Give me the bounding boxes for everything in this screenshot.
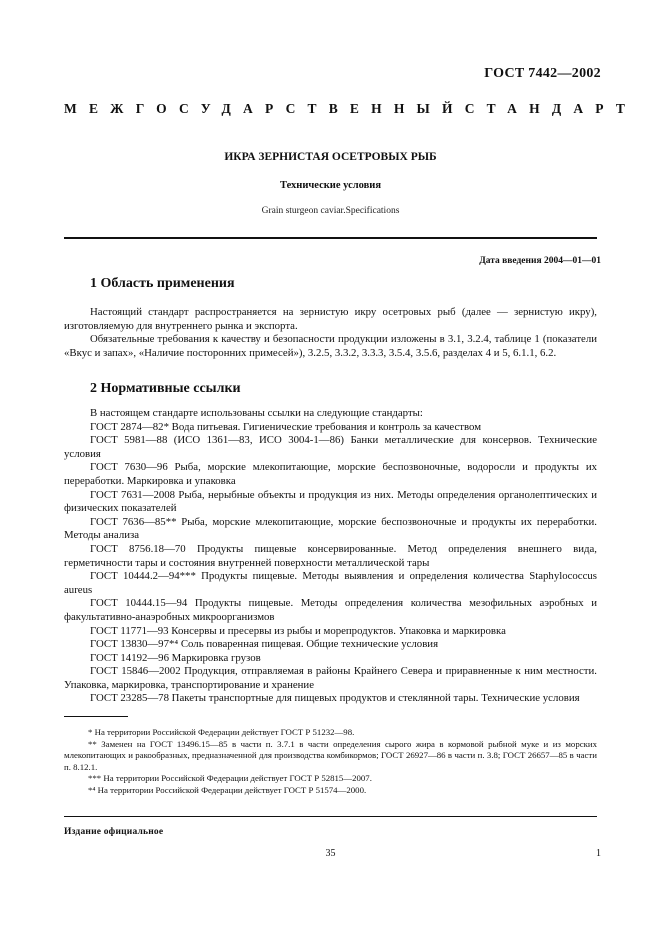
reference-item: ГОСТ 7636—85** Рыба, морские млекопитающие, морские беспозвоночные и продукты их переработки. Методы анализа — [64, 515, 597, 542]
footnote: *⁴ На территории Российской Федерации действует ГОСТ Р 51574—2000. — [88, 784, 367, 795]
paragraph: Настоящий стандарт распространяется на зернистую икру осетровых рыб (далее — зернистую икру), изготовляемую для внутреннего рынка и экспорта. — [64, 306, 597, 332]
footnotes — [64, 727, 597, 797]
banner-word-interstate: МЕЖГОСУДАРСТВЕННЫЙ — [64, 101, 465, 116]
document-title: ИКРА ЗЕРНИСТАЯ ОСЕТРОВЫХ РЫБ — [224, 151, 437, 163]
footnote: *** На территории Российской Федерации действует ГОСТ Р 52815—2007. — [88, 773, 372, 784]
edition-label: Издание официальное — [64, 827, 164, 837]
reference-item: ГОСТ 13830—97*⁴ Соль поваренная пищевая. Общие технические условия — [90, 638, 439, 651]
document-subtitle: Технические условия — [279, 180, 382, 191]
section-1-body — [64, 306, 597, 360]
header-divider — [64, 237, 597, 239]
footer-divider — [64, 816, 597, 817]
reference-item: ГОСТ 15846—2002 Продукция, отправляемая в районы Крайнего Севера и приравненные к ним местности. Упаковка, маркировка, транспортирование и хранение — [64, 665, 597, 691]
paragraph: Обязательные требования к качеству и безопасности продукции изложены в 3.1, 3.2.4, таблице 1 (показатели «Вкус и запах», «Наличие посторонних примесей»), 3.2.5, 3.3.2, 3.3.3, 3.5.4, 3.5.6, разделах 4 и 5, 6.1.1, 6.2. — [64, 333, 597, 359]
footnote-divider — [64, 716, 128, 717]
reference-item: ГОСТ 7630—96 Рыба, морские млекопитающие, морские беспозвоночные, водоросли и продукты их переработки. Маркировка и упаковка — [64, 461, 597, 487]
references-intro: В настоящем стандарте использованы ссылки на следующие стандарты: — [90, 407, 423, 419]
sheet-number: 1 — [596, 848, 601, 859]
reference-item: ГОСТ 5981—88 (ИСО 1361—83, ИСО 3004-1—86) Банки металлические для консервов. Технические условия — [64, 434, 597, 460]
reference-item: ГОСТ 10444.15—94 Продукты пищевые. Методы определения количества мезофильных аэробных и факультативно-анаэробных микроорганизмов — [64, 597, 597, 623]
reference-item: ГОСТ 2874—82* Вода питьевая. Гигиенические требования и контроль за качеством — [90, 420, 482, 433]
section-2-heading: 2 Нормативные ссылки — [90, 381, 241, 396]
references-list — [64, 407, 597, 706]
document-code: ГОСТ 7442—2002 — [484, 66, 601, 81]
standard-type-banner — [64, 101, 638, 117]
reference-item: ГОСТ 7631—2008 Рыба, нерыбные объекты и продукция из них. Методы определения органолептических и физических показателей — [64, 488, 597, 515]
reference-item: ГОСТ 8756.18—70 Продукты пищевые консервированные. Метод определения внешнего вида, герметичности тары и состояния внутренней поверхности металлической тары — [64, 542, 597, 569]
footnote: ** Заменен на ГОСТ 13496.15—85 в части п. 3.7.1 в части определения сырого жира в кормовой рыбной муке и из морских млекопитающих и ракообразных, предназначенной для производства комбикормов; ГОСТ 26927—86 в части п. 3.8; ГОСТ 26657—85 в части п. 8.12.1. — [64, 738, 597, 772]
banner-word-standard: СТАНДАРТ — [464, 101, 638, 116]
english-title: Grain sturgeon caviar.Specifications — [261, 206, 400, 216]
reference-item: ГОСТ 14192—96 Маркировка грузов — [90, 651, 261, 664]
reference-item: ГОСТ 23285—78 Пакеты транспортные для пищевых продуктов и стеклянной тары. Технические условия — [90, 692, 580, 705]
section-1-heading: 1 Область применения — [90, 276, 235, 291]
page-number: 35 — [325, 848, 336, 859]
footnote: * На территории Российской Федерации действует ГОСТ Р 51232—98. — [88, 727, 355, 737]
intro-date: Дата введения 2004—01—01 — [479, 256, 601, 266]
reference-item: ГОСТ 11771—93 Консервы и пресервы из рыбы и морепродуктов. Упаковка и маркировка — [90, 624, 506, 637]
reference-item: ГОСТ 10444.2—94*** Продукты пищевые. Методы выявления и определения количества Staphylococcus aureus — [64, 570, 597, 596]
